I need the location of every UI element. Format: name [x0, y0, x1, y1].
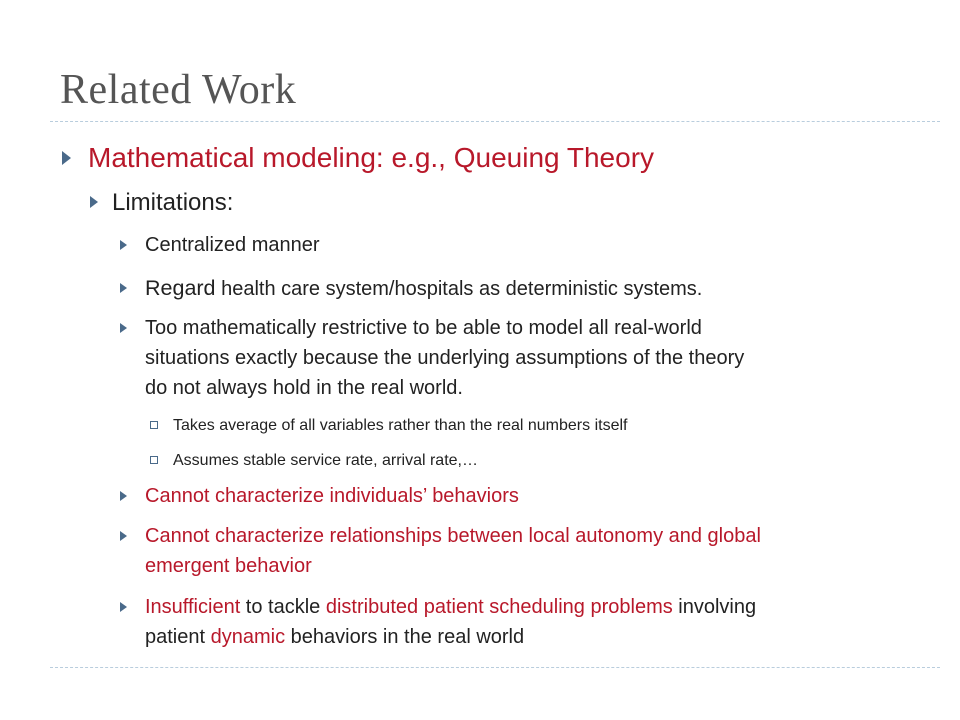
- page-title: Related Work: [60, 67, 297, 113]
- bullet-text: Limitations:: [112, 189, 234, 216]
- bullet-text-line-1: Too mathematically restrictive to be able to model all real-world: [145, 317, 702, 339]
- highlight-insufficient: Insufficient: [145, 596, 241, 618]
- bullet-text-line-2: situations exactly because the underlying assumptions of the theory: [145, 347, 745, 369]
- triangle-bullet-icon: [120, 491, 127, 501]
- plain-text: patient: [145, 626, 211, 648]
- square-bullet-icon: [150, 421, 158, 429]
- bullet-text: Assumes stable service rate, arrival rate,…: [173, 452, 478, 469]
- plain-text: to tackle: [240, 596, 326, 618]
- bullet-text-rest: health care system/hospitals as deterministic systems.: [215, 278, 703, 300]
- bullet-text: Cannot characterize individuals’ behaviors: [145, 485, 519, 507]
- plain-text: involving: [672, 596, 757, 618]
- bullet-text: Takes average of all variables rather than the real numbers itself: [173, 417, 628, 434]
- bullet-text: Mathematical modeling: e.g., Queuing Theory: [88, 142, 655, 173]
- triangle-bullet-icon: [90, 196, 98, 208]
- highlight-scheduling: distributed patient scheduling problems: [325, 596, 673, 618]
- triangle-bullet-icon: [120, 602, 127, 612]
- top-divider: [50, 121, 940, 122]
- highlight-dynamic: dynamic: [210, 626, 286, 648]
- triangle-bullet-icon: [120, 323, 127, 333]
- bullet-text-lead: Regard: [145, 276, 216, 300]
- bullet-text-line-1: Cannot characterize relationships between local autonomy and global: [145, 525, 761, 547]
- bullet-text: Centralized manner: [145, 234, 320, 256]
- bullet-text-line-2: [145, 623, 524, 651]
- triangle-bullet-icon: [120, 531, 127, 541]
- square-bullet-icon: [150, 456, 158, 464]
- bullet-text: [145, 274, 702, 303]
- triangle-bullet-icon: [62, 151, 71, 165]
- triangle-bullet-icon: [120, 283, 127, 293]
- bullet-text-line-1: [145, 593, 756, 621]
- bullet-text-line-2: emergent behavior: [145, 555, 312, 577]
- bottom-divider: [50, 667, 940, 668]
- plain-text: behaviors in the real world: [285, 626, 525, 648]
- triangle-bullet-icon: [120, 240, 127, 250]
- bullet-text-line-3: do not always hold in the real world.: [145, 377, 463, 399]
